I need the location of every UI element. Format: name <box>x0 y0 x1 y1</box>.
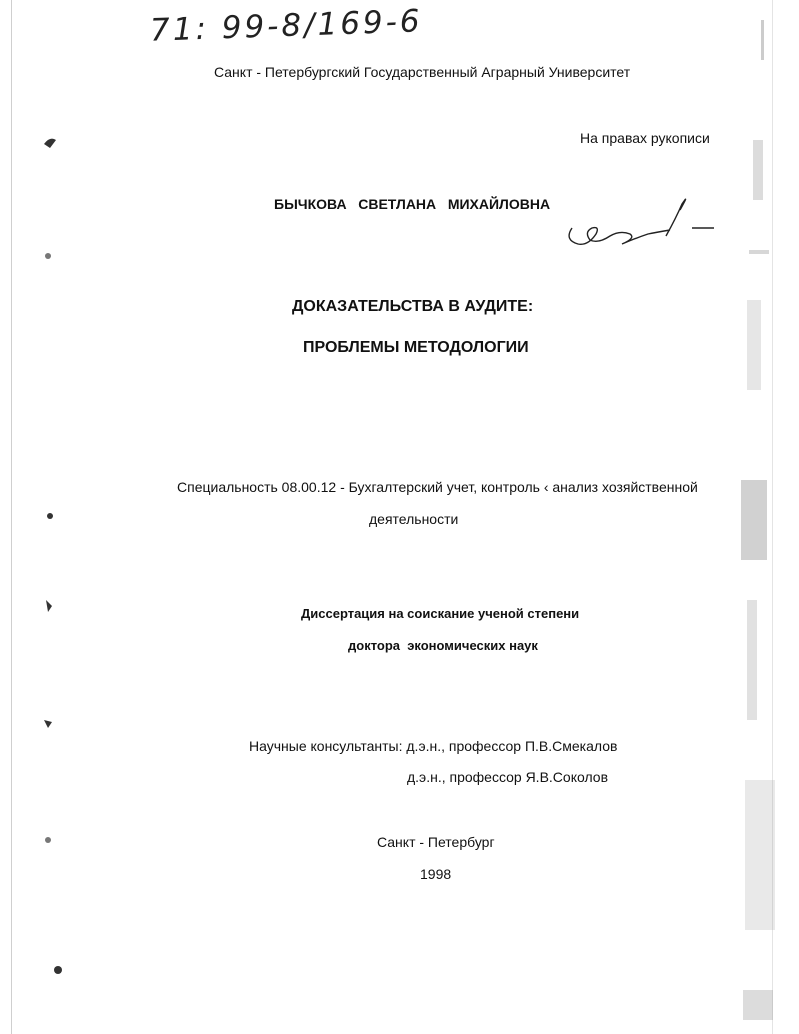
title-line-2: ПРОБЛЕМЫ МЕТОДОЛОГИИ <box>303 339 529 356</box>
scan-noise-right <box>735 0 799 1034</box>
scan-noise-left <box>38 130 68 990</box>
city: Санкт - Петербург <box>377 834 495 850</box>
author-name: БЫЧКОВА СВЕТЛАНА МИХАЙЛОВНА <box>274 196 551 212</box>
rights-note: На правах рукописи <box>580 130 710 146</box>
title-line-1: ДОКАЗАТЕЛЬСТВА В АУДИТЕ: <box>292 298 534 315</box>
scan-edge-left <box>11 0 12 1034</box>
archive-mark: 71: 99-8/169-6 <box>149 3 424 49</box>
consultants-line-2: д.э.н., профессор Я.В.Соколов <box>407 769 609 785</box>
specialty-line-1: Специальность 08.00.12 - Бухгалтерский учет, контроль ‹ анализ хозяйственной <box>177 479 698 495</box>
dissertation-line-1: Диссертация на соискание ученой степени <box>301 606 580 621</box>
author-signature <box>558 198 728 258</box>
university-name: Санкт - Петербургский Государственный Аграрный Университет <box>214 64 631 80</box>
specialty-line-2: деятельности <box>369 511 459 527</box>
dissertation-line-2: доктора экономических наук <box>348 638 538 653</box>
consultants-line-1: Научные консультанты: д.э.н., профессор П.В.Смекалов <box>249 738 618 754</box>
year: 1998 <box>420 866 452 882</box>
